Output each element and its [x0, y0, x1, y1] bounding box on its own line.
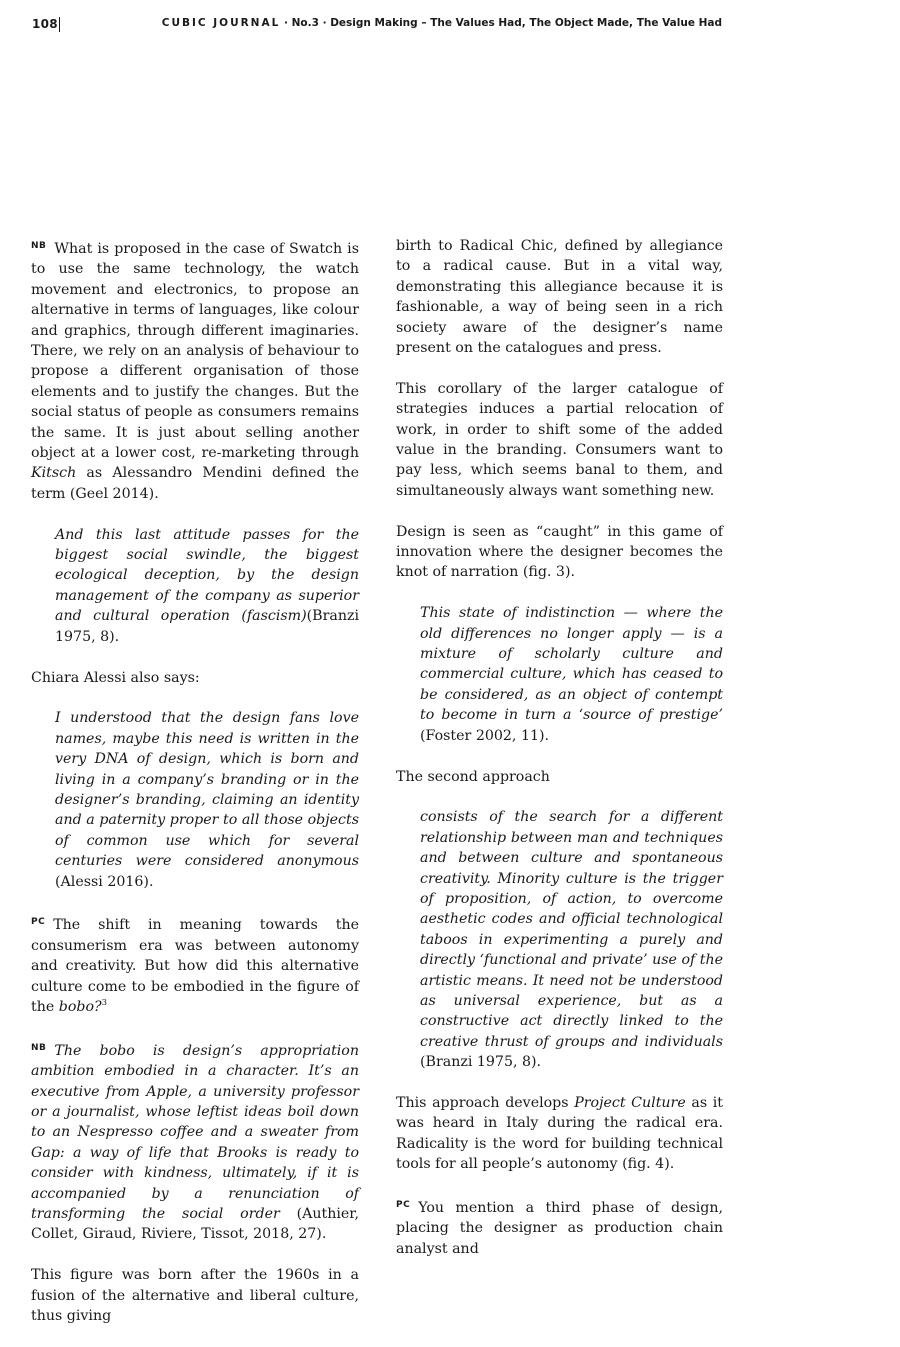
citation: (Alessi 2016). [55, 873, 154, 890]
paragraph: $^{NB}$ What is proposed in the case of Swatch is to use the same technology, the watch movement and electronics, to propose an alternative in terms of languages, like colour and graphics, through different imaginaries. There, we rely on an analysis of behaviour to propose a different organisation of those elements and to justify the changes. But the social status of people as consumers remains the same. It is just about selling another object at a lower cost, re-marketing through Kitsch as Alessandro Mendini defined the term (Geel 2014). [31, 241, 359, 502]
running-header [32, 17, 722, 37]
paragraph: The second approach [396, 768, 550, 785]
journal-name: CUBIC JOURNAL [161, 17, 281, 29]
paragraph: $^{PC}$ You mention a third phase of design, placing the designer as production chain analyst and [396, 1199, 723, 1257]
speaker-label: PC [31, 917, 46, 928]
article-title: Design Making – The Values Had, The Object Made, The Value Had [330, 17, 722, 29]
footnote-marker[interactable]: 3 [101, 997, 108, 1008]
left-column [31, 236, 359, 1347]
speaker-label: NB [31, 241, 47, 251]
block-quote: consists of the search for a different relationship between man and techniques and between culture and spontaneous creativity. Minority culture is the trigger of proposition, of action, to overcome aesthetic codes and official technological taboos in experimenting a purely and directly ‘functional and private’ use of the artistic means. It need not be understood as universal experience, but as a constructive act directly linked to the creative thrust of groups and individuals (Branzi 1975, 8). [420, 809, 723, 1071]
paragraph: $^{NB}$ The bobo is design’s appropriation ambition embodied in a character. It’s an executive from Apple, a university professor or a journalist, whose leftist ideas boil down to an Nespresso coffee and a sweater from Gap: a way of life that Brooks is ready to consider with kindness, ultimately, if it is accompanied by a renunciation of transforming the social order (Authier, Collet, Giraud, Riviere, Tissot, 2018, 27). [31, 1042, 359, 1243]
citation: (Foster 2002, 11). [420, 727, 550, 744]
paragraph: This corollary of the larger catalogue of strategies induces a partial relocation of work, in order to shift some of the added value in the branding. Consumers want to pay less, which seems banal to them, and simultaneously always want something new. [396, 380, 723, 499]
page-number-divider [59, 17, 60, 32]
paragraph: This figure was born after the 1960s in a fusion of the alternative and liberal culture, thus giving [31, 1267, 359, 1325]
paragraph: birth to Radical Chic, defined by allegiance to a radical cause. But in a vital way, demonstrating this allegiance because it is fashionable, a way of being seen in a rich society aware of the designer’s name present on the catalogues and press. [396, 238, 723, 357]
citation: (Branzi 1975, 8). [420, 1054, 542, 1071]
dot-separator: · [283, 17, 292, 29]
citation: (Authier, Collet, Giraud, Riviere, Tissot, 2018, 27). [31, 1206, 359, 1243]
block-quote: And this last attitude passes for the biggest social swindle, the biggest ecological deception, by the design management of the company as superior and cultural operation (fascism)(Branzi 1975, 8). [55, 526, 359, 645]
citation: (Branzi 1975, 8). [55, 608, 359, 645]
right-column [396, 236, 723, 1280]
paragraph: $^{PC}$ The shift in meaning towards the consumerism era was between autonomy and creativity. But how did this alternative culture come to be embodied in the figure of the bobo?$^3$ [31, 917, 359, 1015]
issue-number: No.3 [291, 17, 319, 29]
speaker-label: NB [31, 1042, 47, 1053]
dot-separator: · [322, 17, 331, 29]
paragraph: Chiara Alessi also says: [31, 669, 200, 686]
block-quote: This state of indistinction — where the old differences no longer apply — is a mixture of scholarly culture and commercial culture, which has ceased to be considered, as an object of contempt to become in turn a ‘source of prestige’ (Foster 2002, 11). [420, 605, 723, 744]
page-number: 108 [32, 17, 58, 31]
running-head [162, 17, 722, 29]
speaker-label: PC [396, 1199, 411, 1210]
paragraph: This approach develops Project Culture as it was heard in Italy during the radical era. Radicality is the word for building technical tools for all people’s autonomy (fig. 4). [396, 1094, 723, 1173]
block-quote: I understood that the design fans love names, maybe this need is written in the very DNA of design, which is born and living in a company’s branding or in the designer’s branding, claiming an identity and a paternity proper to all those objects of common use which for several centuries were considered anonymous (Alessi 2016). [55, 710, 359, 890]
paragraph: Design is seen as “caught” in this game of innovation where the designer becomes the knot of narration (fig. 3). [396, 523, 723, 581]
